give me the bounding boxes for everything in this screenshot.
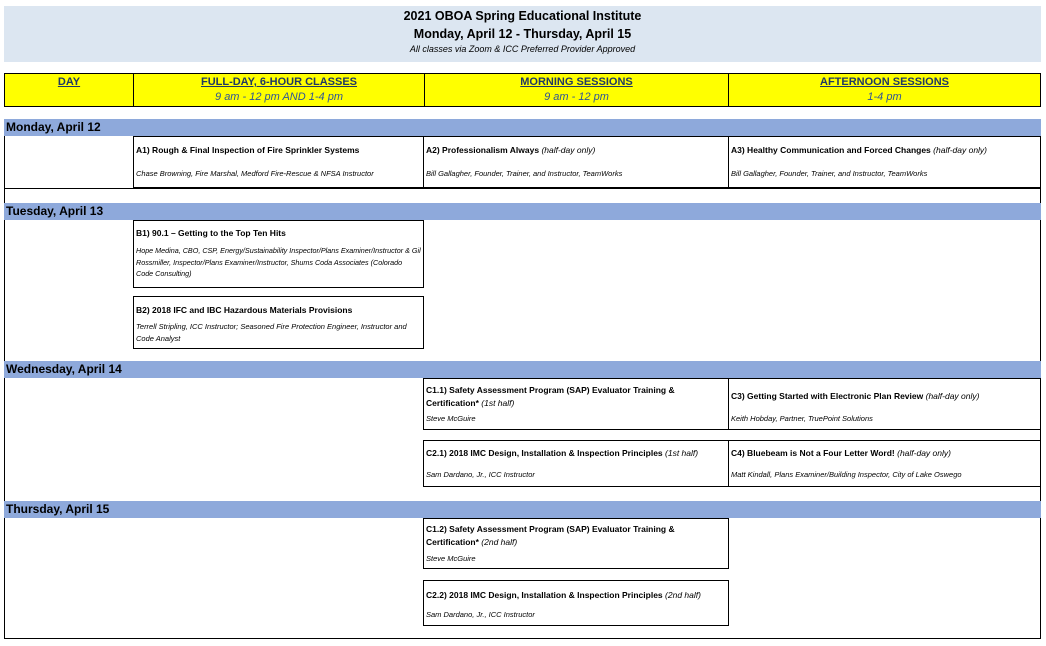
full-day-time-label: 9 am - 12 pm AND 1-4 pm (215, 91, 343, 103)
session-presenter: Sam Dardano, Jr., ICC Instructor (426, 610, 535, 619)
session-note: (2nd half) (665, 590, 701, 600)
event-dates: Monday, April 12 - Thursday, April 15 (413, 27, 632, 41)
session-b1 (133, 220, 424, 288)
afternoon-column-header (729, 74, 1040, 106)
session-presenter: Steve McGuire (426, 414, 476, 423)
session-presenter: Terrell Stripling, ICC Instructor; Seasoned Fire Protection Engineer, Instructor and Code Analyst (136, 322, 407, 343)
day-bar-thursday: Thursday, April 15 (4, 501, 1041, 518)
session-c1-1 (423, 378, 729, 430)
afternoon-header-label: AFTERNOON SESSIONS (820, 76, 949, 88)
session-title: C2.2) 2018 IMC Design, Installation & Inspection Principles (426, 590, 663, 600)
session-a3 (728, 136, 1041, 188)
session-title: B1) 90.1 – Getting to the Top Ten Hits (136, 228, 286, 238)
session-presenter: Matt Kindall, Plans Examiner/Building Inspector, City of Lake Oswego (731, 470, 962, 479)
session-a2 (423, 136, 729, 188)
session-note: (1st half) (665, 448, 699, 458)
divider (4, 188, 1041, 189)
session-note: (2nd half) (481, 537, 518, 547)
event-note: All classes via Zoom & ICC Preferred Provider Approved (409, 44, 636, 54)
session-b2 (133, 296, 424, 349)
session-c1-2 (423, 518, 729, 569)
day-bar-tuesday: Tuesday, April 13 (4, 203, 1041, 220)
day-bar-wednesday: Wednesday, April 14 (4, 361, 1041, 378)
day-bar-monday: Monday, April 12 (4, 119, 1041, 136)
session-title: C2.1) 2018 IMC Design, Installation & Inspection Principles (426, 448, 663, 458)
morning-header-label: MORNING SESSIONS (520, 76, 633, 88)
session-title: C3) Getting Started with Electronic Plan Review (731, 391, 924, 401)
session-title: B2) 2018 IFC and IBC Hazardous Materials Provisions (136, 305, 353, 315)
session-presenter: Sam Dardano, Jr., ICC Instructor (426, 470, 535, 479)
session-presenter: Keith Hobday, Partner, TruePoint Solutions (731, 414, 873, 423)
full-day-column-header (134, 74, 424, 106)
session-presenter: Chase Browning, Fire Marshal, Medford Fire-Rescue & NFSA Instructor (136, 169, 374, 178)
session-note: (half-day only) (897, 448, 951, 458)
day-header-label: DAY (57, 76, 81, 88)
morning-column-header (425, 74, 728, 106)
session-title: A2) Professionalism Always (426, 145, 540, 155)
session-presenter: Bill Gallagher, Founder, Trainer, and Instructor, TeamWorks (426, 169, 623, 178)
full-day-header-label: FULL-DAY, 6-HOUR CLASSES (200, 76, 358, 88)
title-block (4, 6, 1041, 62)
session-a1 (133, 136, 424, 188)
session-c2-2 (423, 580, 729, 626)
session-note: (1st half) (481, 398, 515, 408)
session-c2-1 (423, 440, 729, 487)
session-c4 (728, 440, 1041, 487)
session-note: (half-day only) (925, 391, 980, 401)
session-presenter: Hope Medina, CBO, CSP, Energy/Sustainability Inspector/Plans Examiner/Instructor & Gil Rossmiller, Inspector/Plans Examiner/Instructor, Shums Coda Associates (Colorado Code Consulting) (136, 246, 421, 278)
session-title: C1.2) Safety Assessment Program (SAP) Evaluator Training & Certification* (426, 524, 675, 547)
session-note: (half-day only) (933, 145, 988, 155)
morning-time-label: 9 am - 12 pm (544, 91, 609, 103)
session-title: A3) Healthy Communication and Forced Changes (731, 145, 931, 155)
session-title: A1) Rough & Final Inspection of Fire Sprinkler Systems (136, 145, 360, 155)
session-title: C4) Bluebeam is Not a Four Letter Word! (731, 448, 895, 458)
session-title: C1.1) Safety Assessment Program (SAP) Evaluator Training & Certification* (426, 385, 675, 408)
session-presenter: Steve McGuire (426, 554, 476, 563)
page-title: 2021 OBOA Spring Educational Institute (403, 9, 642, 23)
afternoon-time-label: 1-4 pm (867, 91, 902, 103)
day-column-header (5, 74, 133, 106)
column-header-row (4, 73, 1041, 107)
session-c3 (728, 378, 1041, 430)
session-presenter: Bill Gallagher, Founder, Trainer, and Instructor, TeamWorks (731, 169, 928, 178)
session-note: (half-day only) (541, 145, 596, 155)
